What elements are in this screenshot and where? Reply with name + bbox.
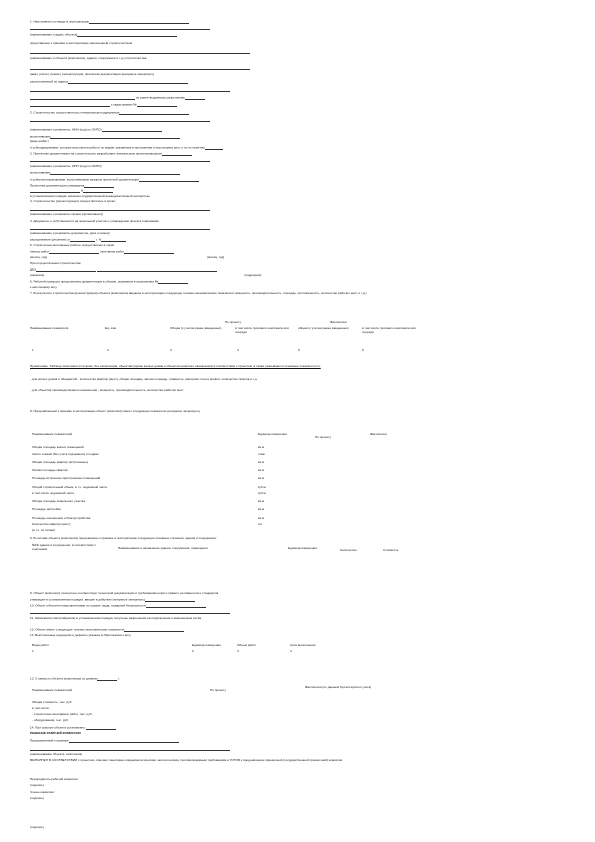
text-line: и субподрядчиками, которые выполнили работы по видам, указанным в приложении к настоящему акту, и по их перечню: [30, 146, 223, 150]
blank-line: [30, 50, 250, 54]
decision-heading: РЕШЕНИЕ РАБОЧЕЙ КОМИССИИ: [30, 731, 81, 735]
table2-row: Количество квартир (мест): [32, 522, 71, 526]
signature-caption: (подпись): [30, 796, 44, 800]
table2-row-unit: кв.м: [258, 507, 264, 511]
table3-col-name: Наименование и назначение здания, сооружения, помещения: [118, 546, 208, 550]
table4-col-deadline: Срок выполнения: [290, 643, 316, 647]
permit-line: по ранее выданному разрешению: [30, 96, 205, 100]
table3-col-number: №№ здания и сооружения, в соответствии с генпланом: [32, 543, 96, 551]
table4-num: 2: [192, 649, 194, 653]
table1-num: 6: [362, 348, 364, 352]
table2-row-unit: кв.м: [258, 460, 264, 464]
table1-num: 5: [298, 348, 300, 352]
table2-header-name: Наименование показателей: [32, 432, 73, 436]
text-line: При осуществлении строительства: [30, 261, 81, 265]
text-line: в установленном порядке органом государственной вневедомственной экспертизы: [30, 194, 150, 198]
section-9-paragraph: 9. В составе объекта (комплекса) предъявлены к приемке в эксплуатацию следующие основные строения, здания и сооружения:: [30, 536, 217, 540]
section-2-line: 2. Строительство осуществлялось генеральным подрядчиком: [30, 111, 189, 115]
text-line: 12. Объект имеет следующие технико-экономические показатели: [30, 628, 184, 632]
blank-line: [30, 118, 210, 122]
table5-row: в том числе:: [32, 706, 50, 710]
table5-col-name: Наименование показателей: [32, 688, 73, 692]
caption: (месяц, год) (месяц, год): [30, 255, 225, 259]
table1-col-phase-actual: в том числе пускового комплекса или очереди: [362, 326, 416, 334]
table2-row-unit: кв.м: [258, 476, 264, 480]
table2-row: (в т.ч. по типам): [32, 528, 55, 532]
table1-num: 3: [170, 348, 172, 352]
table4-col-work: Виды работ: [32, 643, 49, 647]
caption: (наименование и реквизиты, ИНН (код) по ОКПО): [30, 128, 162, 132]
text-line: утвержден в установленном порядке, введен в действие (ненужное зачеркнуть): [30, 598, 195, 602]
caption: (заказчик) (подрядчик): [30, 273, 262, 277]
table1-num: 1: [32, 348, 34, 352]
blank-line: [30, 747, 230, 751]
table2-row: Общая площадь жилых помещений: [32, 445, 84, 449]
table3-col-unit: Единица измерения: [288, 546, 317, 550]
table2-row: Общая площадь квартир (встроенные): [32, 460, 88, 464]
section-7-paragraph: 7. В результате строительства (реконструкции) объекта (комплекса) введены в эксплуатацию следующие технико-экономические показатели (мощность, производительность, площадь, протяженность, количество рабочих мест и т.д.): [30, 291, 367, 295]
table3-col-cost: Стоимость: [383, 548, 399, 552]
caption: (наименование объекта, комплекса): [30, 752, 83, 756]
table1-col-total: Общая (с учетом ранее введенных): [170, 326, 222, 330]
signature-caption: (подпись): [30, 825, 44, 829]
text-line: распоряжение (решение) от г. N: [30, 238, 126, 242]
compliance-paragraph: 9. Объект (комплекс) полностью соответствует проектной документации и требованиям норм и правил, регламентов и стандартов: [30, 591, 219, 595]
blank-line: [30, 207, 210, 211]
text-line: 4. Строительство (реконструкция) осуществлялось в сроки:: [30, 199, 116, 203]
blank-line: [30, 26, 210, 30]
text-line: представлено к приемке в эксплуатацию законченный строительством: [30, 41, 132, 45]
table2-row-unit: кв.м: [258, 499, 264, 503]
table1-header-actual: Фактически: [330, 320, 347, 324]
table1-col-unit: Ед. изм.: [105, 326, 117, 330]
section-11-paragraph: 11. Заказчиком (застройщиком) в установленном порядке получены разрешения на подключение к инженерным сетям: [30, 616, 202, 620]
table2-header-actual: Фактически: [370, 432, 387, 436]
section-8-paragraph: 8. Предъявленный к приемке в эксплуатацию объект (комплекс) имеет следующие показатели (ненужное зачеркнуть): [30, 409, 200, 413]
caption: заказ, расчет, ремонт, реконструкция, проектная документация (ненужное зачеркнуть): [30, 72, 155, 76]
table2-row-unit: кв.м: [258, 516, 264, 520]
table2-row: в том числе подземной части: [32, 491, 75, 495]
text-line: и субпроектировщиками, выполнившими разделы проектной документации: [30, 178, 199, 182]
table2-row-unit: этаж: [258, 452, 265, 456]
table2-row: Общий строительный объем, в т.ч. подземной части: [32, 485, 108, 489]
decision-paragraph: ВЫПОЛНЕН В СООТВЕТСТВИИ с проектом, отвечает санитарно-эпидемиологическим, экологическим, противопожарным требованиям и ГОТОВ к предъявлению приемочной (государственной приемочной) комиссии: [30, 758, 343, 762]
table5-col-project: По проекту: [210, 688, 227, 692]
caption: (виды работ): [30, 139, 49, 143]
table2-header-project: По проекту: [315, 435, 332, 439]
section-13-line: 13. Стоимость объекта (комплекса) по данным г.: [30, 676, 120, 681]
table2-row-unit: куб.м: [258, 485, 266, 489]
table2-row-unit: шт.: [258, 522, 263, 526]
text-line: Члены комиссии:: [30, 790, 55, 794]
table2-row: Общая площадь земельного участка: [32, 499, 86, 503]
text-line: выполнившим: [30, 135, 180, 139]
table1-num: 2: [107, 348, 109, 352]
note-paragraph: - для объектов производственного назначения - мощность, производительность, количество рабочих мест: [30, 388, 184, 392]
text-line: 14. При осмотре объекта установлено:: [30, 726, 116, 730]
text-line: Предъявленный к приемке: [30, 739, 179, 743]
text-line: N: [30, 189, 113, 193]
table2-header-unit: Единица измерения: [258, 432, 287, 436]
text-line: к настоящему акту: [30, 285, 57, 289]
table5-row: - оборудования, тыс. руб.: [32, 718, 69, 722]
table1-num: 4: [237, 348, 239, 352]
table2-row: Число этажей (без учета подземных) и подвал: [32, 452, 99, 456]
table2-row-unit: кв.м: [258, 445, 264, 449]
table1-header-project: По проекту: [225, 320, 242, 324]
table2-row-unit: куб.м: [258, 491, 266, 495]
blank-line: [30, 610, 230, 614]
text-line: Председатель рабочей комиссии: [30, 777, 78, 781]
table2-row: Жилая площадь квартир: [32, 468, 68, 472]
text-line: ДЕЗ: [30, 268, 217, 272]
table1-col-phase: в том числе пускового комплекса или очереди: [235, 326, 289, 334]
caption: (наименование и реквизиты, ИНН (код) по ОКПО): [30, 164, 102, 168]
signature-caption: (подпись): [30, 783, 44, 787]
text-line: 13. Выполненные недоделки и дефекты указаны в Приложении к акту: [30, 633, 131, 637]
section-1-line: 1. Нам приняты ко вводу в эксплуатацию: [30, 20, 189, 24]
blank-line: [30, 226, 210, 230]
table4-num: 3: [237, 649, 239, 653]
blank-line: [30, 158, 210, 162]
table4-col-volume: Объем работ: [237, 643, 256, 647]
caption: (наименование и объекта (комплекса), здания, сооружения и т.д.) строительства: [30, 56, 147, 60]
blank-line: [30, 66, 250, 70]
table2-row: Площадь озеленения и благоустройства: [32, 516, 91, 520]
text-line: Проектная документация утверждена: [30, 184, 114, 188]
cadastral-line: с кадастровым №: [30, 103, 177, 107]
section-5-line: 5. Строительно-монтажные работы осуществлены в сроки: [30, 243, 115, 247]
table4-num: 4: [290, 649, 292, 653]
caption: (наименование и реквизиты органа (организации)): [30, 212, 103, 216]
table3-col-qty: Количество: [340, 548, 357, 552]
section-4-line: 4. Документы о собственности на земельный участок и утверждении проекта планировки: [30, 219, 159, 223]
text-line: выполнившим: [30, 171, 180, 175]
caption: (наименование и адрес объекта): [30, 33, 177, 37]
blank-line: [30, 88, 230, 92]
table1-col-total-actual: общая (с учетом ранее введенных): [298, 326, 349, 330]
table2-row: Площадь встроенно-пристроенных помещений: [32, 476, 101, 480]
section-6-line: 6. Рабочей комиссии представлена документация в объеме, указанном в приложении №: [30, 280, 188, 284]
table5-row: Общая стоимость, тыс. руб.: [32, 700, 73, 704]
table1-col-name: Наименование показателя: [30, 326, 69, 330]
text-line: 10. Объект обеспечен мероприятиями по охране труда, пожарной безопасности: [30, 604, 206, 608]
table5-row: - строительно-монтажных работ, тыс. руб.: [32, 712, 93, 716]
table2-row-unit: кв.м: [258, 468, 264, 472]
address-line: расположенный по адресу: [30, 80, 188, 84]
note-paragraph: - для жилых домов и общежитий - количество квартир (мест), общая площадь, жилая площадь, этажность, материал стен и кровли, количество лифтов и т.д.: [30, 377, 258, 381]
table4-num: 1: [32, 649, 34, 653]
caption: (наименование и реквизиты документов, дата и номер): [30, 231, 110, 235]
table2-row: Площадь застройки: [32, 507, 61, 511]
table4-col-unit: Единица измерения: [192, 643, 221, 647]
note-paragraph: Примечание. Таблица заполняется по всем, без исключения, объектам (кроме жилых домов и объектов нежилого назначения) в соответствии с проектом, а также указываются основные показатели по:: [30, 364, 321, 368]
section-3-line: 3. Проектная документация на строительство разработана генеральным проектировщиком: [30, 152, 192, 156]
text-line: начало работ окончание работ: [30, 250, 174, 254]
table5-col-actual: Фактически (по данным бухгалтерского учета): [305, 685, 372, 689]
